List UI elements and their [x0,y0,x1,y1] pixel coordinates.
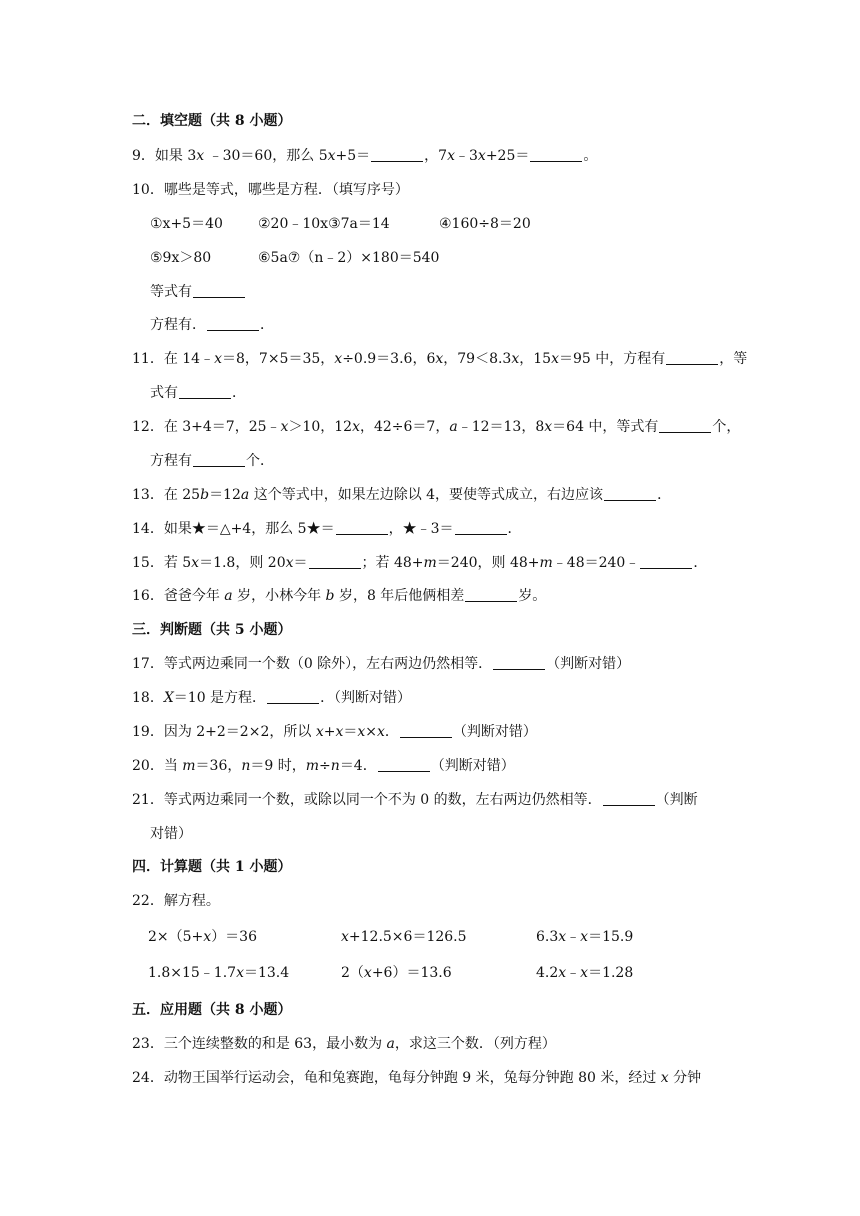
question-12-cont: 方程有 个． [150,453,274,469]
option-2-3: ②20﹣10x③7a＝14 [258,216,390,232]
equation-3: 6.3x﹣x＝15.9 [536,929,634,945]
answer-blank[interactable] [193,283,245,298]
question-15: 15．若 5x＝1.8，则 20x＝ ；若 48+m＝240，则 48+m﹣48＝240﹣ ． [132,555,708,571]
equation-4: 1.8×15﹣1.7x＝13.4 [148,965,290,981]
question-11: 11．在 14﹣x＝8，7×5＝35，x÷0.9＝3.6，6x，79＜8.3x，15x＝95 中，方程有 ，等 [132,351,748,367]
option-4: ④160÷8＝20 [439,216,531,232]
answer-blank[interactable] [378,757,430,772]
answer-blank[interactable] [530,147,582,162]
answer-blank[interactable] [604,486,656,501]
question-22: 22．解方程。 [132,893,220,909]
question-18: 18．X＝10 是方程． ．（判断对错） [132,690,412,706]
question-11-cont: 式有 ． [150,385,246,401]
question-23: 23．三个连续整数的和是 63，最小数为 a，求这三个数．（列方程） [132,1036,556,1052]
question-9: 9．如果 3x ﹣30＝60，那么 5x+5＝ ，7x﹣3x+25＝ 。 [132,148,598,164]
answer-blank[interactable] [336,520,388,535]
question-21: 21．等式两边乘同一个数，或除以同一个不为 0 的数，左右两边仍然相等． （判断 [132,792,698,808]
equation-6: 4.2x﹣x＝1.28 [536,965,634,981]
question-16: 16．爸爸今年 a 岁，小林今年 b 岁，8 年后他俩相差 岁。 [132,588,547,604]
answer-blank[interactable] [309,554,361,569]
answer-blank[interactable] [400,723,452,738]
question-19: 19．因为 2+2＝2×2，所以 x+x＝x×x． （判断对错） [132,724,537,740]
question-10: 10．哪些是等式，哪些是方程．（填写序号） [132,182,409,198]
section-heading-calc: 四．计算题（共 1 小题） [132,859,292,875]
option-1: ①x+5＝40 [150,216,223,232]
section-heading-fill: 二．填空题（共 8 小题） [132,113,292,129]
question-14: 14．如果★＝△+4，那么 5★＝ ，★﹣3＝ ． [132,521,522,537]
answer-blank[interactable] [659,418,711,433]
answer-blank[interactable] [455,520,507,535]
equation-2: x+12.5×6＝126.5 [341,929,467,945]
answer-blank[interactable] [465,587,517,602]
answer-blank[interactable] [666,350,718,365]
section-heading-judge: 三．判断题（共 5 小题） [132,622,292,638]
answer-blank[interactable] [267,689,319,704]
question-20: 20．当 m＝36，n＝9 时，m÷n＝4． （判断对错） [132,758,515,774]
answer-blank[interactable] [603,791,655,806]
question-12: 12．在 3+4＝7，25﹣x＞10，12x，42÷6＝7，a﹣12＝13，8x＝64 中，等式有 个， [132,419,741,435]
question-13: 13．在 25b＝12a 这个等式中，如果左边除以 4，要使等式成立，右边应该 ． [132,487,672,503]
section-heading-apply: 五．应用题（共 8 小题） [132,1002,292,1018]
answer-blank[interactable] [640,554,692,569]
equation-5: 2（x+6）＝13.6 [341,965,452,981]
option-6-7: ⑥5a⑦（n﹣2）×180＝540 [258,250,440,266]
formula-answer-line: 方程有． ． [150,317,274,333]
answer-blank[interactable] [493,655,545,670]
equation-1: 2×（5+x）＝36 [148,929,258,945]
option-5: ⑤9x＞80 [150,250,212,266]
answer-blank[interactable] [371,147,423,162]
answer-blank[interactable] [179,384,231,399]
question-24: 24．动物王国举行运动会，龟和兔赛跑，龟每分钟跑 9 米，兔每分钟跑 80 米，经过 x 分钟 [132,1070,702,1086]
question-17: 17．等式两边乘同一个数（0 除外），左右两边仍然相等． （判断对错） [132,656,631,672]
question-21-cont: 对错） [150,826,192,842]
equation-answer-line: 等式有 [150,283,246,301]
answer-blank[interactable] [207,316,259,331]
answer-blank[interactable] [193,452,245,467]
